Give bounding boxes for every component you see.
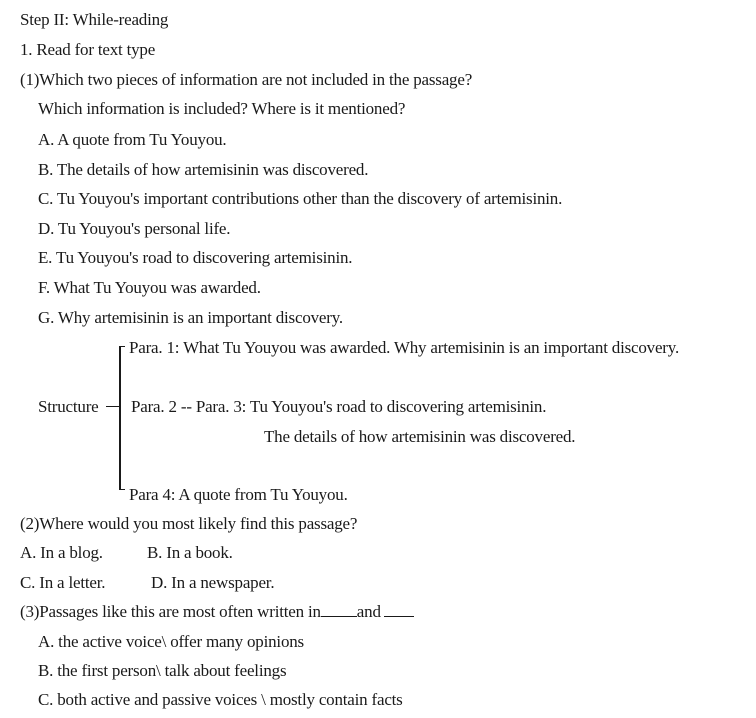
structure-label: Structure (38, 397, 99, 416)
question-1-sub-prompt: Which information is included? Where is it mentioned? (38, 99, 406, 118)
option-b: B. The details of how artemisinin was discovered. (38, 160, 369, 179)
q2-option-b: B. In a book. (147, 543, 233, 562)
q2-option-c: C. In a letter. (20, 573, 106, 592)
bracket-vertical-line (119, 346, 121, 490)
q3-option-b: B. the first person\ talk about feelings (38, 661, 287, 680)
bracket-connector (106, 406, 119, 407)
structure-para-2-3: Para. 2 -- Para. 3: Tu Youyou's road to discovering artemisinin. (131, 397, 547, 416)
bracket-bottom-tick (119, 489, 125, 490)
structure-para-1: Para. 1: What Tu Youyou was awarded. Why artemisinin is an important discovery. (129, 338, 680, 357)
option-c: C. Tu Youyou's important contributions other than the discovery of artemisinin. (38, 189, 563, 208)
question-1-prompt: (1)Which two pieces of information are not included in the passage? (20, 70, 473, 89)
q2-option-d: D. In a newspaper. (151, 573, 275, 592)
q3-prompt-start: (3)Passages like this are most often written in (20, 602, 321, 621)
question-3-prompt (20, 602, 414, 622)
q2-option-a: A. In a blog. (20, 543, 103, 562)
option-d: D. Tu Youyou's personal life. (38, 219, 231, 238)
option-f: F. What Tu Youyou was awarded. (38, 278, 261, 297)
blank-2 (384, 602, 414, 617)
blank-1 (321, 602, 357, 617)
q3-option-c: C. both active and passive voices \ mostly contain facts (38, 690, 403, 709)
section-heading: 1. Read for text type (20, 40, 156, 59)
structure-para-2-3-continued: The details of how artemisinin was discovered. (264, 427, 576, 446)
option-g: G. Why artemisinin is an important discovery. (38, 308, 343, 327)
bracket-top-tick (119, 346, 125, 347)
structure-para-4: Para 4: A quote from Tu Youyou. (129, 485, 348, 504)
q3-option-a: A. the active voice\ offer many opinions (38, 632, 304, 651)
q3-prompt-and: and (356, 602, 381, 621)
question-2-prompt: (2)Where would you most likely find this passage? (20, 514, 358, 533)
option-a: A. A quote from Tu Youyou. (38, 130, 227, 149)
option-e: E. Tu Youyou's road to discovering artemisinin. (38, 248, 353, 267)
step-title: Step II: While-reading (20, 10, 169, 29)
